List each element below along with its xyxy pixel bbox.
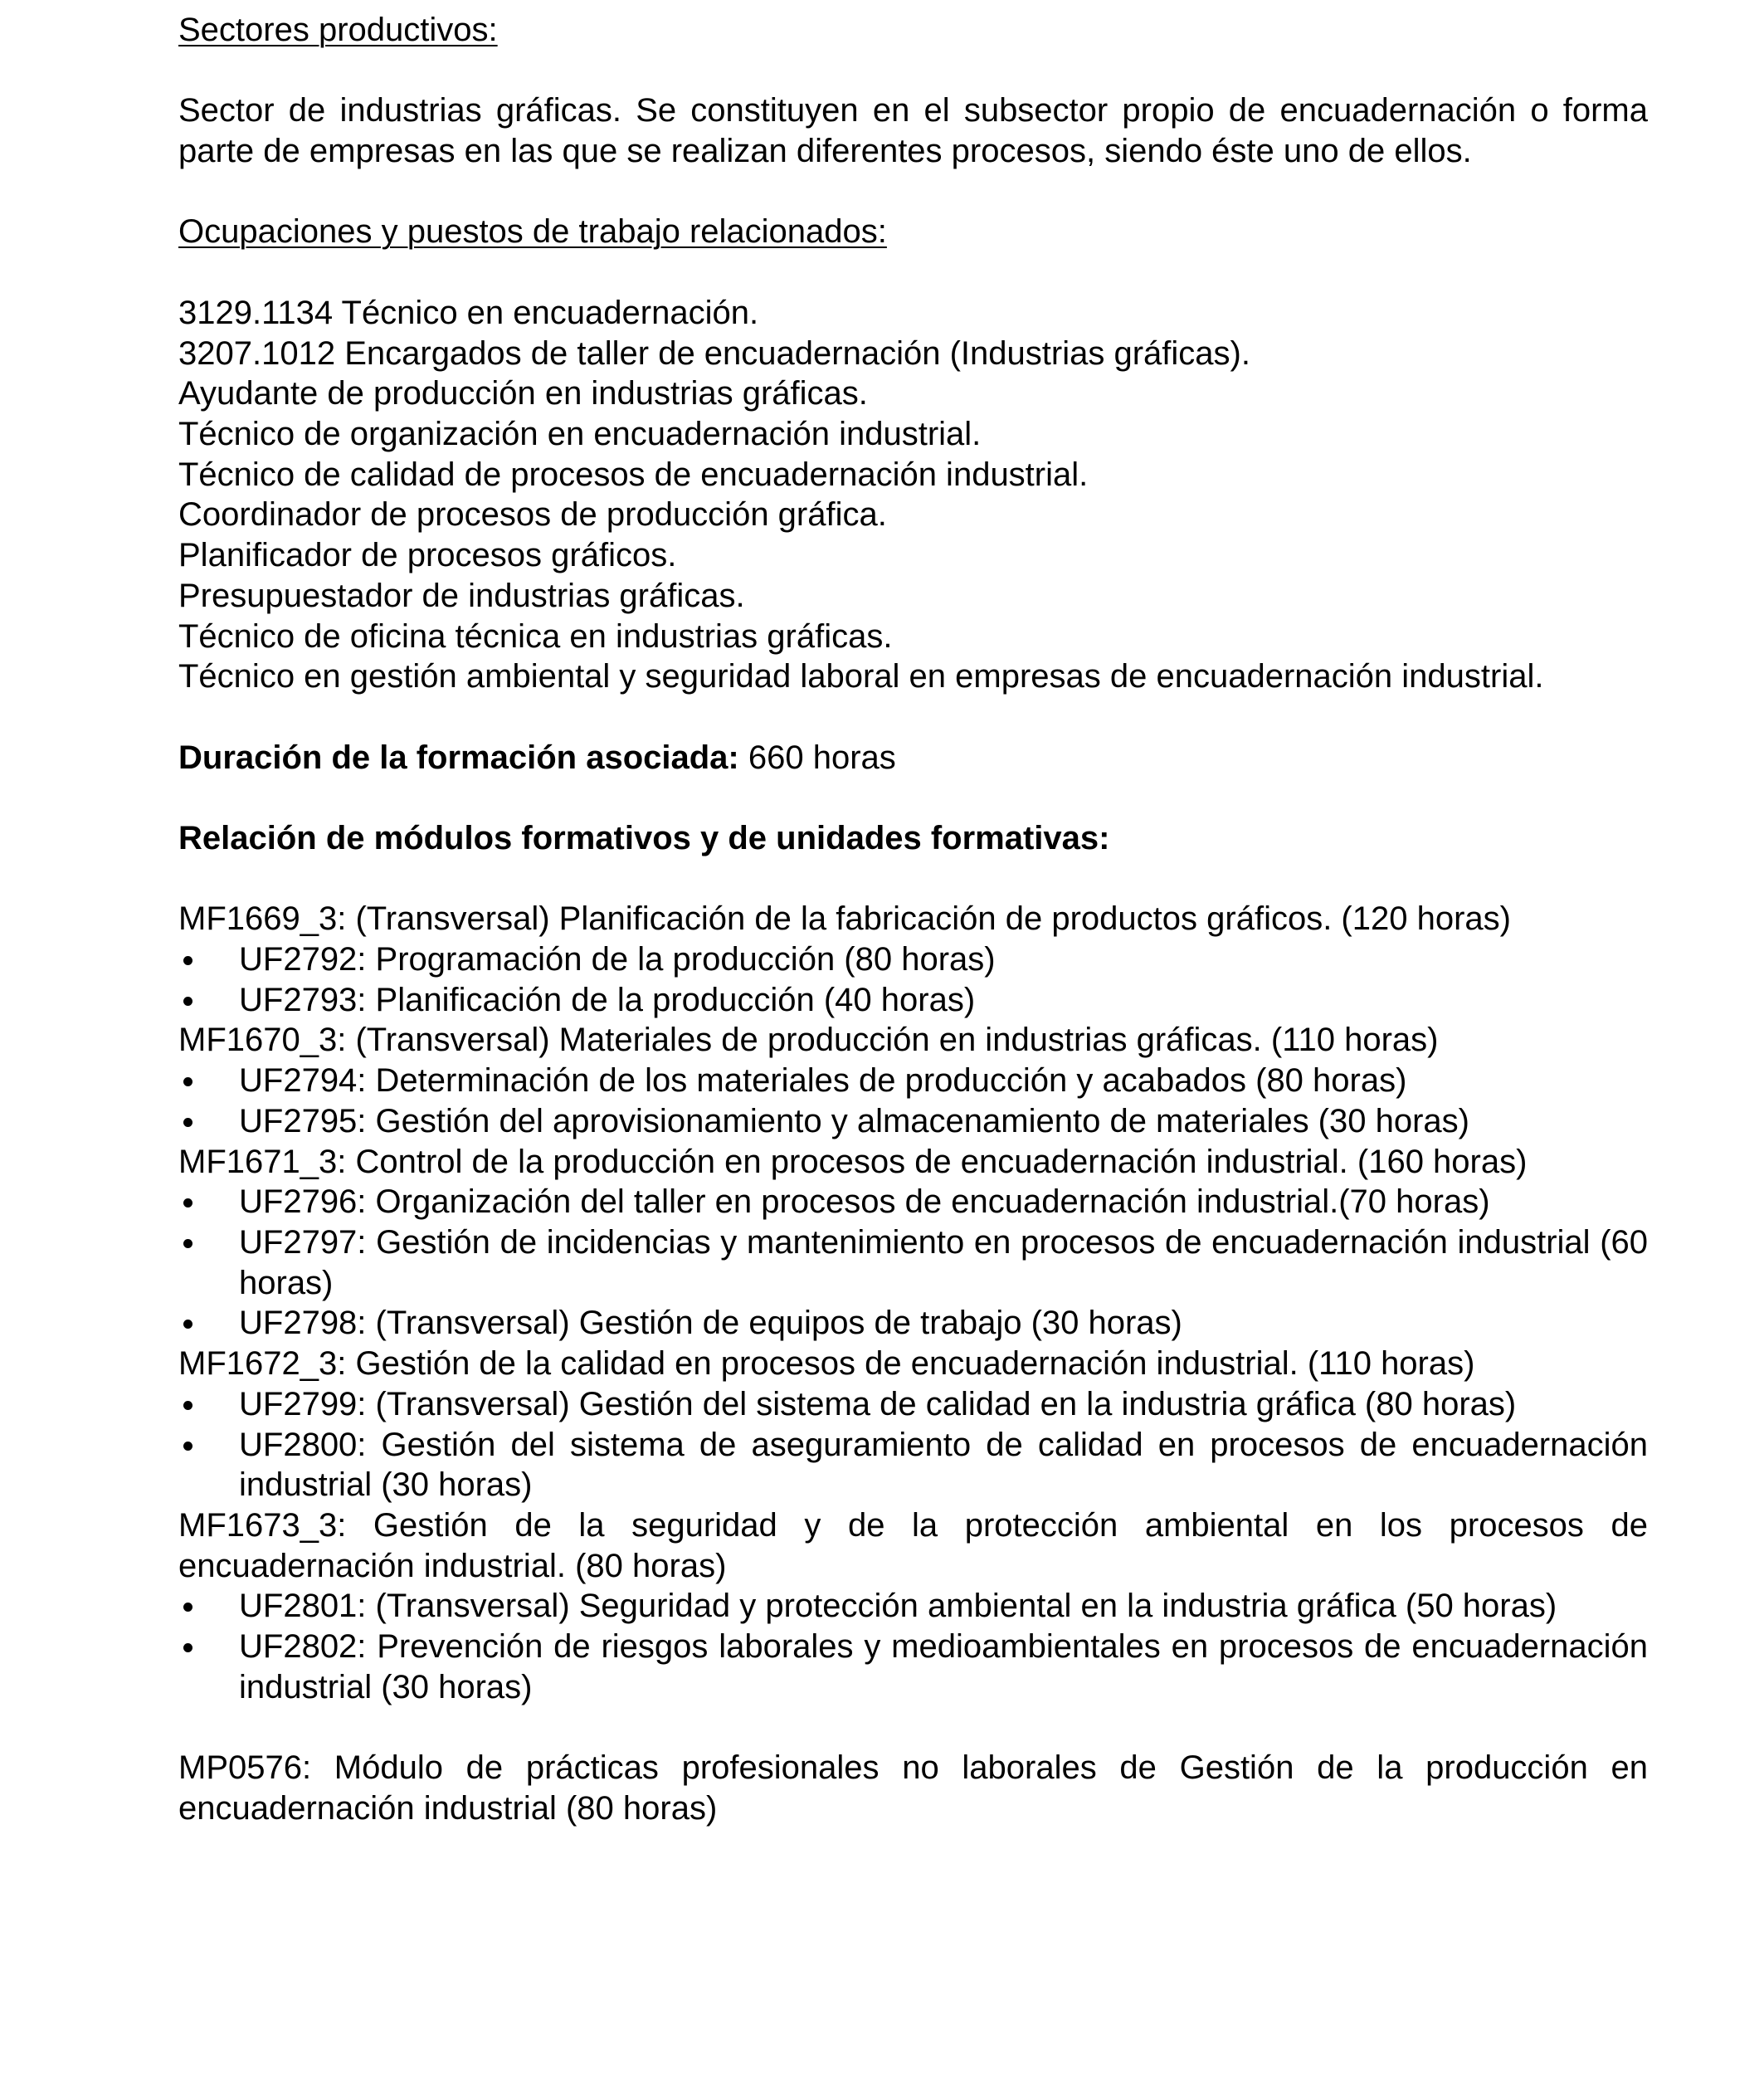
unit-item xyxy=(178,1627,1648,1707)
module-title: MF1672_3: Gestión de la calidad en procesos de encuadernación industrial. (110 horas) xyxy=(178,1345,1475,1383)
practicas-module: MP0576: Módulo de prácticas profesionales no laborales de Gestión de la producción en encuadernación industrial (80 horas) xyxy=(178,1749,1648,1827)
unit-text: UF2793: Planificación de la producción (40 horas) xyxy=(239,981,976,1018)
unit-item xyxy=(178,1101,1648,1142)
ocupacion-item: Planificador de procesos gráficos. xyxy=(178,537,677,574)
module-title: MF1669_3: (Transversal) Planificación de la fabricación de productos gráficos. (120 horas) xyxy=(178,900,1511,938)
spacer xyxy=(178,778,1648,818)
unit-list xyxy=(178,1586,1648,1707)
unit-item xyxy=(178,1182,1648,1222)
sectores-heading: Sectores productivos: xyxy=(178,12,498,48)
module-title: MF1673_3: Gestión de la seguridad y de la protección ambiental en los procesos de encuadernación industrial. (80 horas) xyxy=(178,1506,1648,1584)
unit-text: UF2799: (Transversal) Gestión del sistema de calidad en la industria gráfica (80 horas) xyxy=(239,1385,1517,1422)
duracion-label: Duración de la formación asociada: xyxy=(178,739,739,776)
duracion-value: 660 horas xyxy=(738,739,896,776)
bullet-icon xyxy=(183,1077,192,1086)
unit-text: UF2798: (Transversal) Gestión de equipos de trabajo (30 horas) xyxy=(239,1305,1182,1342)
unit-text: UF2801: (Transversal) Seguridad y protección ambiental en la industria gráfica (50 horas) xyxy=(239,1588,1557,1625)
bullet-icon xyxy=(183,997,192,1006)
unit-text: UF2794: Determinación de los materiales de producción y acabados (80 horas) xyxy=(239,1062,1407,1100)
ocupacion-item: Coordinador de procesos de producción gráfica. xyxy=(178,496,887,534)
spacer xyxy=(178,51,1648,91)
unit-list xyxy=(178,1182,1648,1344)
bullet-icon xyxy=(183,956,192,965)
module-title: MF1670_3: (Transversal) Materiales de producción en industrias gráficas. (110 horas) xyxy=(178,1022,1439,1059)
unit-item xyxy=(178,939,1648,980)
bullet-icon xyxy=(183,1320,192,1329)
bullet-icon xyxy=(183,1239,192,1248)
bullet-icon xyxy=(183,1198,192,1208)
unit-list xyxy=(178,1061,1648,1141)
unit-text: UF2802: Prevención de riesgos laborales y medioambientales en procesos de encuadernación industrial (30 horas) xyxy=(239,1628,1648,1705)
bullet-icon xyxy=(183,1442,192,1451)
bullet-icon xyxy=(183,1603,192,1612)
unit-item xyxy=(178,1303,1648,1344)
ocupacion-item: Técnico de oficina técnica en industrias gráficas. xyxy=(178,617,893,655)
document-page xyxy=(178,10,1648,1829)
ocupacion-item: 3129.1134 Técnico en encuadernación. xyxy=(178,294,759,331)
unit-item xyxy=(178,1425,1648,1505)
spacer xyxy=(178,252,1648,293)
relacion-heading: Relación de módulos formativos y de unidades formativas: xyxy=(178,819,1110,856)
ocupacion-item: 3207.1012 Encargados de taller de encuadernación (Industrias gráficas). xyxy=(178,334,1250,372)
bullet-icon xyxy=(183,1643,192,1652)
unit-item xyxy=(178,1586,1648,1627)
ocupaciones-heading: Ocupaciones y puestos de trabajo relacionados: xyxy=(178,213,887,251)
unit-text: UF2800: Gestión del sistema de aseguramiento de calidad en procesos de encuadernación industrial (30 horas) xyxy=(239,1426,1648,1504)
unit-text: UF2795: Gestión del aprovisionamiento y almacenamiento de materiales (30 horas) xyxy=(239,1102,1469,1139)
unit-item xyxy=(178,1222,1648,1303)
ocupacion-item: Técnico en gestión ambiental y seguridad laboral en empresas de encuadernación industrial. xyxy=(178,658,1544,695)
spacer xyxy=(178,859,1648,900)
module-title: MF1671_3: Control de la producción en procesos de encuadernación industrial. (160 horas) xyxy=(178,1143,1528,1180)
unit-item xyxy=(178,1061,1648,1101)
ocupacion-item: Ayudante de producción en industrias gráficas. xyxy=(178,375,868,412)
unit-list xyxy=(178,1384,1648,1505)
ocupacion-item: Técnico de organización en encuadernación industrial. xyxy=(178,415,982,452)
unit-item xyxy=(178,1384,1648,1425)
ocupaciones-list xyxy=(178,293,1648,697)
unit-text: UF2797: Gestión de incidencias y mantenimiento en procesos de encuadernación industrial (60 horas) xyxy=(239,1224,1648,1301)
ocupacion-item: Técnico de calidad de procesos de encuadernación industrial. xyxy=(178,456,1089,493)
duracion-line xyxy=(178,738,1648,778)
spacer xyxy=(178,697,1648,738)
bullet-icon xyxy=(183,1401,192,1410)
sectores-text: Sector de industrias gráficas. Se constituyen en el subsector propio de encuadernación o forma parte de empresas en las que se realizan diferentes procesos, siendo éste uno de ellos. xyxy=(178,92,1648,170)
unit-text: UF2796: Organización del taller en procesos de encuadernación industrial.(70 horas) xyxy=(239,1183,1490,1221)
unit-item xyxy=(178,980,1648,1021)
bullet-icon xyxy=(183,1118,192,1127)
spacer xyxy=(178,172,1648,212)
ocupacion-item: Presupuestador de industrias gráficas. xyxy=(178,577,745,614)
unit-list xyxy=(178,939,1648,1020)
unit-text: UF2792: Programación de la producción (80 horas) xyxy=(239,941,996,978)
spacer xyxy=(178,1707,1648,1748)
